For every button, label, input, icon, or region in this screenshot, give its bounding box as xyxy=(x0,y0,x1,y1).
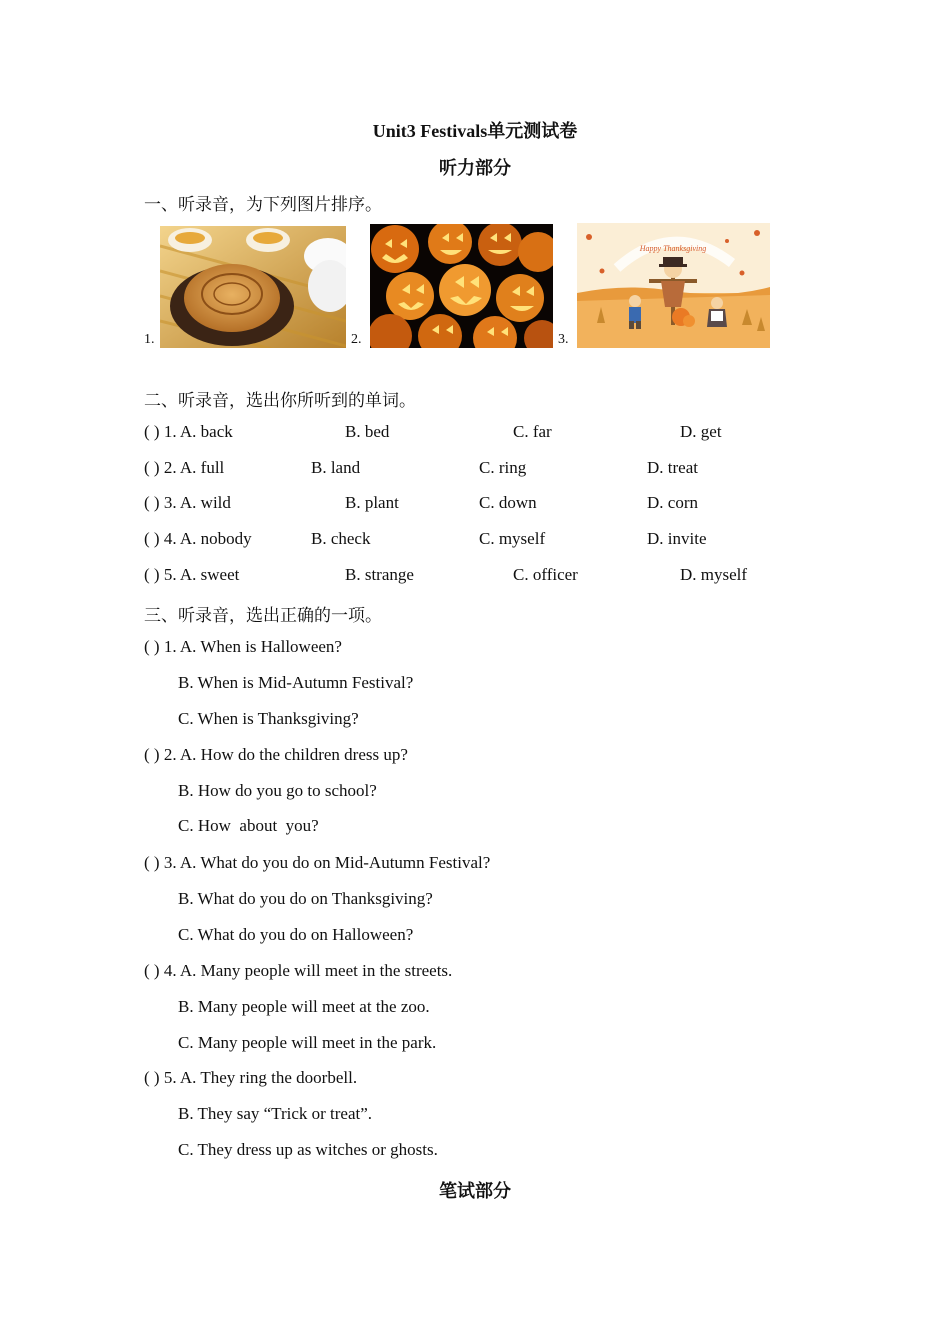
response-question-5: ( ) 5. A. They ring the doorbell. xyxy=(144,1068,358,1087)
word-option-d: D. get xyxy=(680,422,722,441)
thanksgiving-scarecrow-image xyxy=(577,223,770,348)
word-question-3: ( ) 3. A. wild xyxy=(144,493,231,512)
word-option-d: D. invite xyxy=(647,529,707,548)
response-question-4: ( ) 4. A. Many people will meet in the streets. xyxy=(144,961,453,980)
response-option-c: C. What do you do on Halloween? xyxy=(178,925,414,944)
banner-text: Happy Thanksgiving xyxy=(639,244,707,253)
word-option-c: C. ring xyxy=(479,458,527,477)
word-question-5: ( ) 5. A. sweet xyxy=(144,565,240,584)
response-option-b: B. They say “Trick or treat”. xyxy=(178,1104,373,1123)
page-title: Unit3 Festivals单元测试卷 xyxy=(372,121,578,141)
word-option-b: B. check xyxy=(311,529,371,548)
response-option-b: B. What do you do on Thanksgiving? xyxy=(178,889,433,908)
mooncake-tea-image xyxy=(160,226,346,348)
response-question-3: ( ) 3. A. What do you do on Mid-Autumn Festival? xyxy=(144,853,491,872)
response-option-c: C. How about you? xyxy=(178,816,319,835)
response-option-b: B. Many people will meet at the zoo. xyxy=(178,997,430,1016)
word-option-d: D. treat xyxy=(647,458,698,477)
writing-section-title: 笔试部分 xyxy=(439,1181,511,1201)
response-question-2: ( ) 2. A. How do the children dress up? xyxy=(144,745,408,764)
response-option-b: B. When is Mid-Autumn Festival? xyxy=(178,673,414,692)
word-option-b: B. land xyxy=(311,458,361,477)
image-number-3: 3. xyxy=(558,332,569,347)
response-option-c: C. When is Thanksgiving? xyxy=(178,709,359,728)
section2-heading: 二、听录音，选出你所听到的单词。 xyxy=(144,391,416,410)
section3-heading: 三、听录音，选出正确的一项。 xyxy=(144,606,382,625)
word-option-d: D. corn xyxy=(647,493,698,512)
image-number-2: 2. xyxy=(351,332,362,347)
word-question-2: ( ) 2. A. full xyxy=(144,458,225,477)
word-option-d: D. myself xyxy=(680,565,748,584)
jack-o-lanterns-image xyxy=(370,224,553,348)
word-option-c: C. down xyxy=(479,493,537,512)
word-option-b: B. plant xyxy=(345,493,399,512)
response-option-c: C. Many people will meet in the park. xyxy=(178,1033,437,1052)
response-option-c: C. They dress up as witches or ghosts. xyxy=(178,1140,438,1159)
word-option-c: C. officer xyxy=(513,565,578,584)
listening-section-title: 听力部分 xyxy=(439,158,511,178)
word-question-4: ( ) 4. A. nobody xyxy=(144,529,252,548)
response-option-b: B. How do you go to school? xyxy=(178,781,377,800)
word-question-1: ( ) 1. A. back xyxy=(144,422,233,441)
response-question-1: ( ) 1. A. When is Halloween? xyxy=(144,637,342,656)
image-number-1: 1. xyxy=(144,332,155,347)
word-option-b: B. bed xyxy=(345,422,390,441)
word-option-b: B. strange xyxy=(345,565,414,584)
section1-heading: 一、听录音，为下列图片排序。 xyxy=(144,195,382,214)
word-option-c: C. far xyxy=(513,422,552,441)
word-option-c: C. myself xyxy=(479,529,546,548)
